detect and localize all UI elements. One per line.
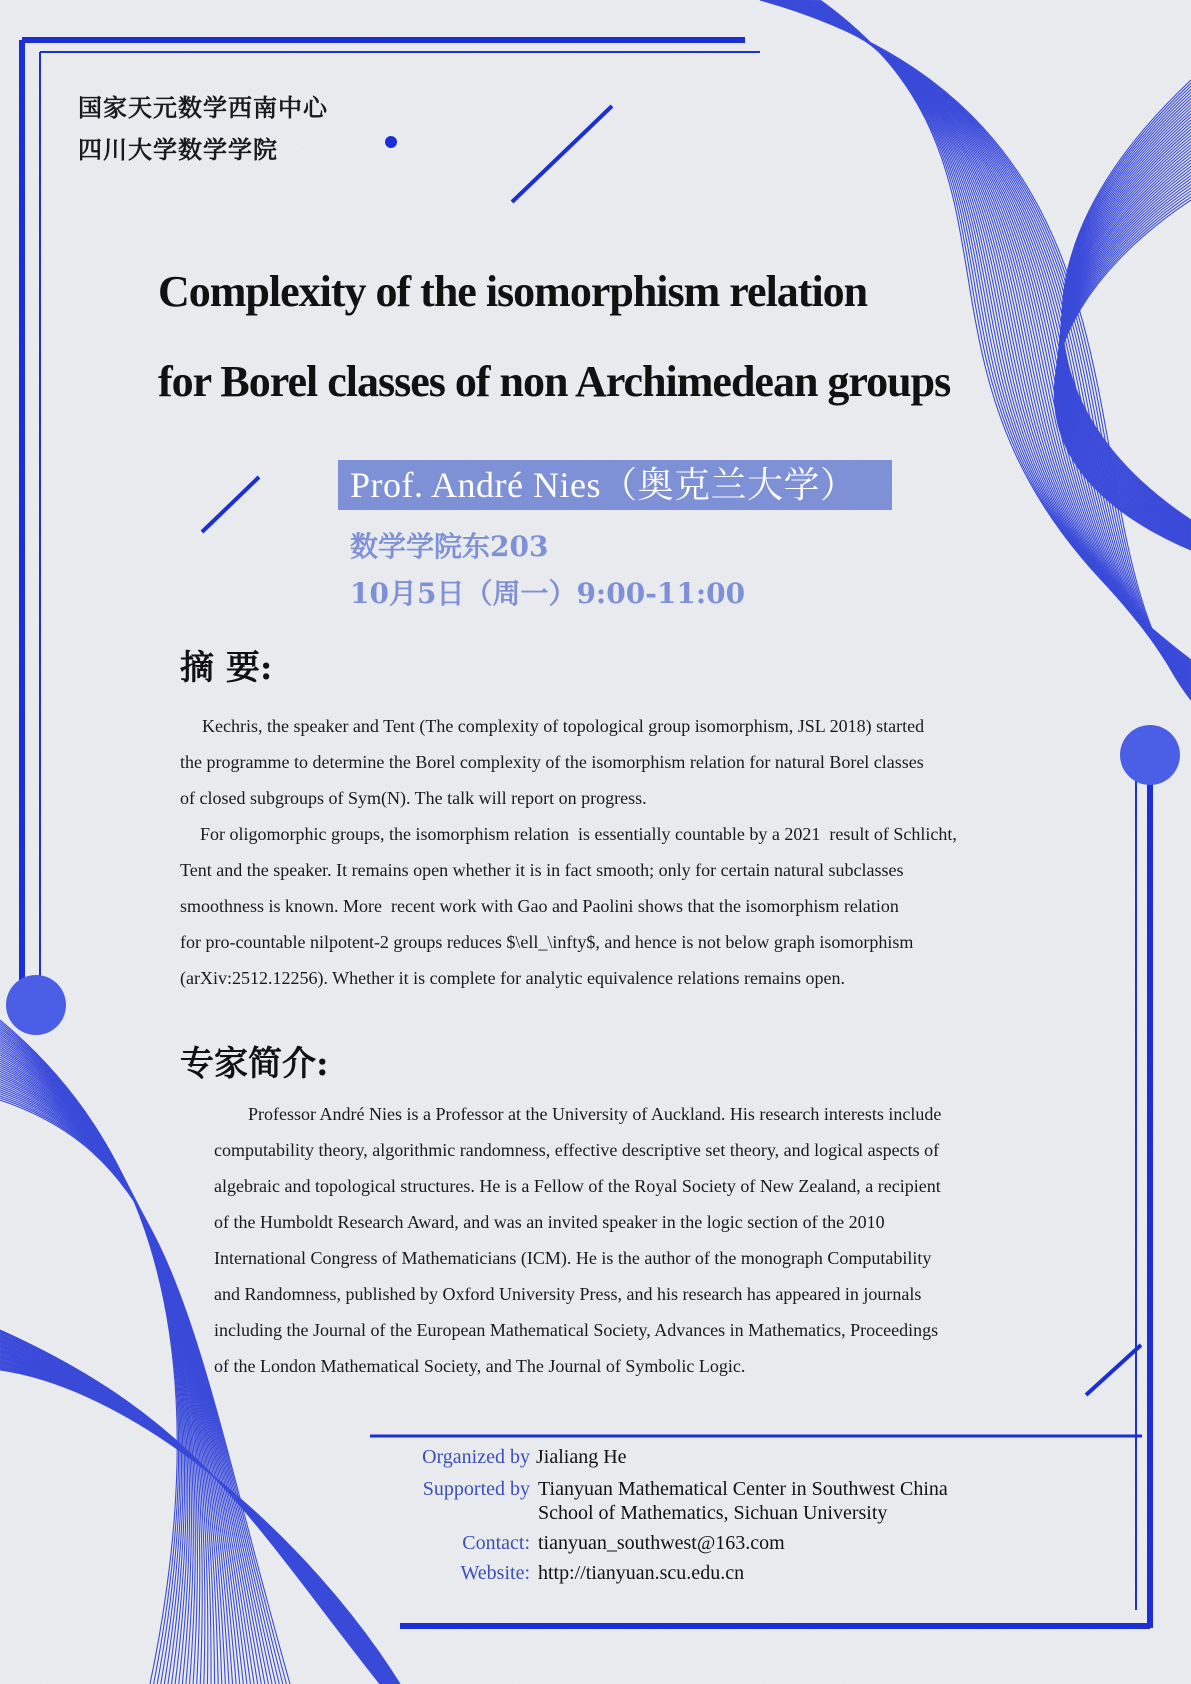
- abstract-line: of closed subgroups of Sym(N). The talk will report on progress.: [180, 788, 647, 808]
- accent-circle-left: [6, 975, 66, 1035]
- abstract-line: the programme to determine the Borel complexity of the isomorphism relation for natural Borel classes: [180, 752, 924, 772]
- bio-line: and Randomness, published by Oxford University Press, and his research has appeared in journals: [214, 1284, 922, 1304]
- abstract-text: [180, 708, 1140, 996]
- institution-name-1: 国家天元数学西南中心: [78, 93, 328, 122]
- bio-line: of the Humboldt Research Award, and was an invited speaker in the logic section of the 2010: [214, 1212, 885, 1232]
- supported-value-2: School of Mathematics, Sichuan University: [538, 1502, 888, 1524]
- footer-info: [370, 1446, 1070, 1586]
- talk-title-line-2: for Borel classes of non Archimedean groups: [158, 357, 951, 406]
- contact-label: Contact:: [462, 1532, 530, 1554]
- bio-text: [214, 1096, 1154, 1384]
- date-time: 10月5日（周一）9:00-11:00: [350, 577, 746, 610]
- abstract-line: Kechris, the speaker and Tent (The complexity of topological group isomorphism, JSL 2018) started: [202, 716, 925, 736]
- contact-email[interactable]: tianyuan_southwest@163.com: [538, 1532, 785, 1554]
- abstract-line: (arXiv:2512.12256). Whether it is complete for analytic equivalence relations remains open.: [180, 968, 845, 988]
- bio-line: computability theory, algorithmic randomness, effective descriptive set theory, and logical aspects of: [214, 1140, 940, 1160]
- accent-dot: [385, 136, 397, 148]
- supported-label: Supported by: [422, 1478, 530, 1500]
- institution-name-2: 四川大学数学学院: [78, 135, 278, 164]
- supported-value-1: Tianyuan Mathematical Center in Southwest China: [538, 1478, 948, 1500]
- bio-line: Professor André Nies is a Professor at the University of Auckland. His research interests include: [248, 1104, 942, 1124]
- abstract-line: For oligomorphic groups, the isomorphism relation is essentially countable by a 2021 result of Schlicht,: [200, 824, 957, 844]
- website-link[interactable]: http://tianyuan.scu.edu.cn: [538, 1562, 745, 1584]
- venue: 数学学院东203: [350, 530, 549, 563]
- bio-heading: 专家简介:: [180, 1044, 329, 1084]
- bio-line: International Congress of Mathematicians (ICM). He is the author of the monograph Computability: [214, 1248, 932, 1268]
- abstract-line: Tent and the speaker. It remains open whether it is in fact smooth; only for certain natural subclasses: [180, 860, 904, 880]
- speaker-name: Prof. André Nies（奥克兰大学）: [338, 460, 892, 510]
- bio-line: algebraic and topological structures. He is a Fellow of the Royal Society of New Zealand, a recipient: [214, 1176, 941, 1196]
- website-label: Website:: [460, 1562, 530, 1584]
- talk-title-line-1: Complexity of the isomorphism relation: [158, 267, 868, 316]
- abstract-line: for pro-countable nilpotent-2 groups reduces $\ell_\infty$, and hence is not below graph isomorphism: [180, 932, 914, 952]
- bio-line: of the London Mathematical Society, and The Journal of Symbolic Logic.: [214, 1356, 746, 1376]
- bio-line: including the Journal of the European Mathematical Society, Advances in Mathematics, Proceedings: [214, 1320, 939, 1340]
- abstract-line: smoothness is known. More recent work with Gao and Paolini shows that the isomorphism relation: [180, 896, 899, 916]
- abstract-heading: 摘 要:: [180, 648, 273, 688]
- organized-value: Jialiang He: [536, 1446, 627, 1468]
- organized-label: Organized by: [422, 1446, 530, 1468]
